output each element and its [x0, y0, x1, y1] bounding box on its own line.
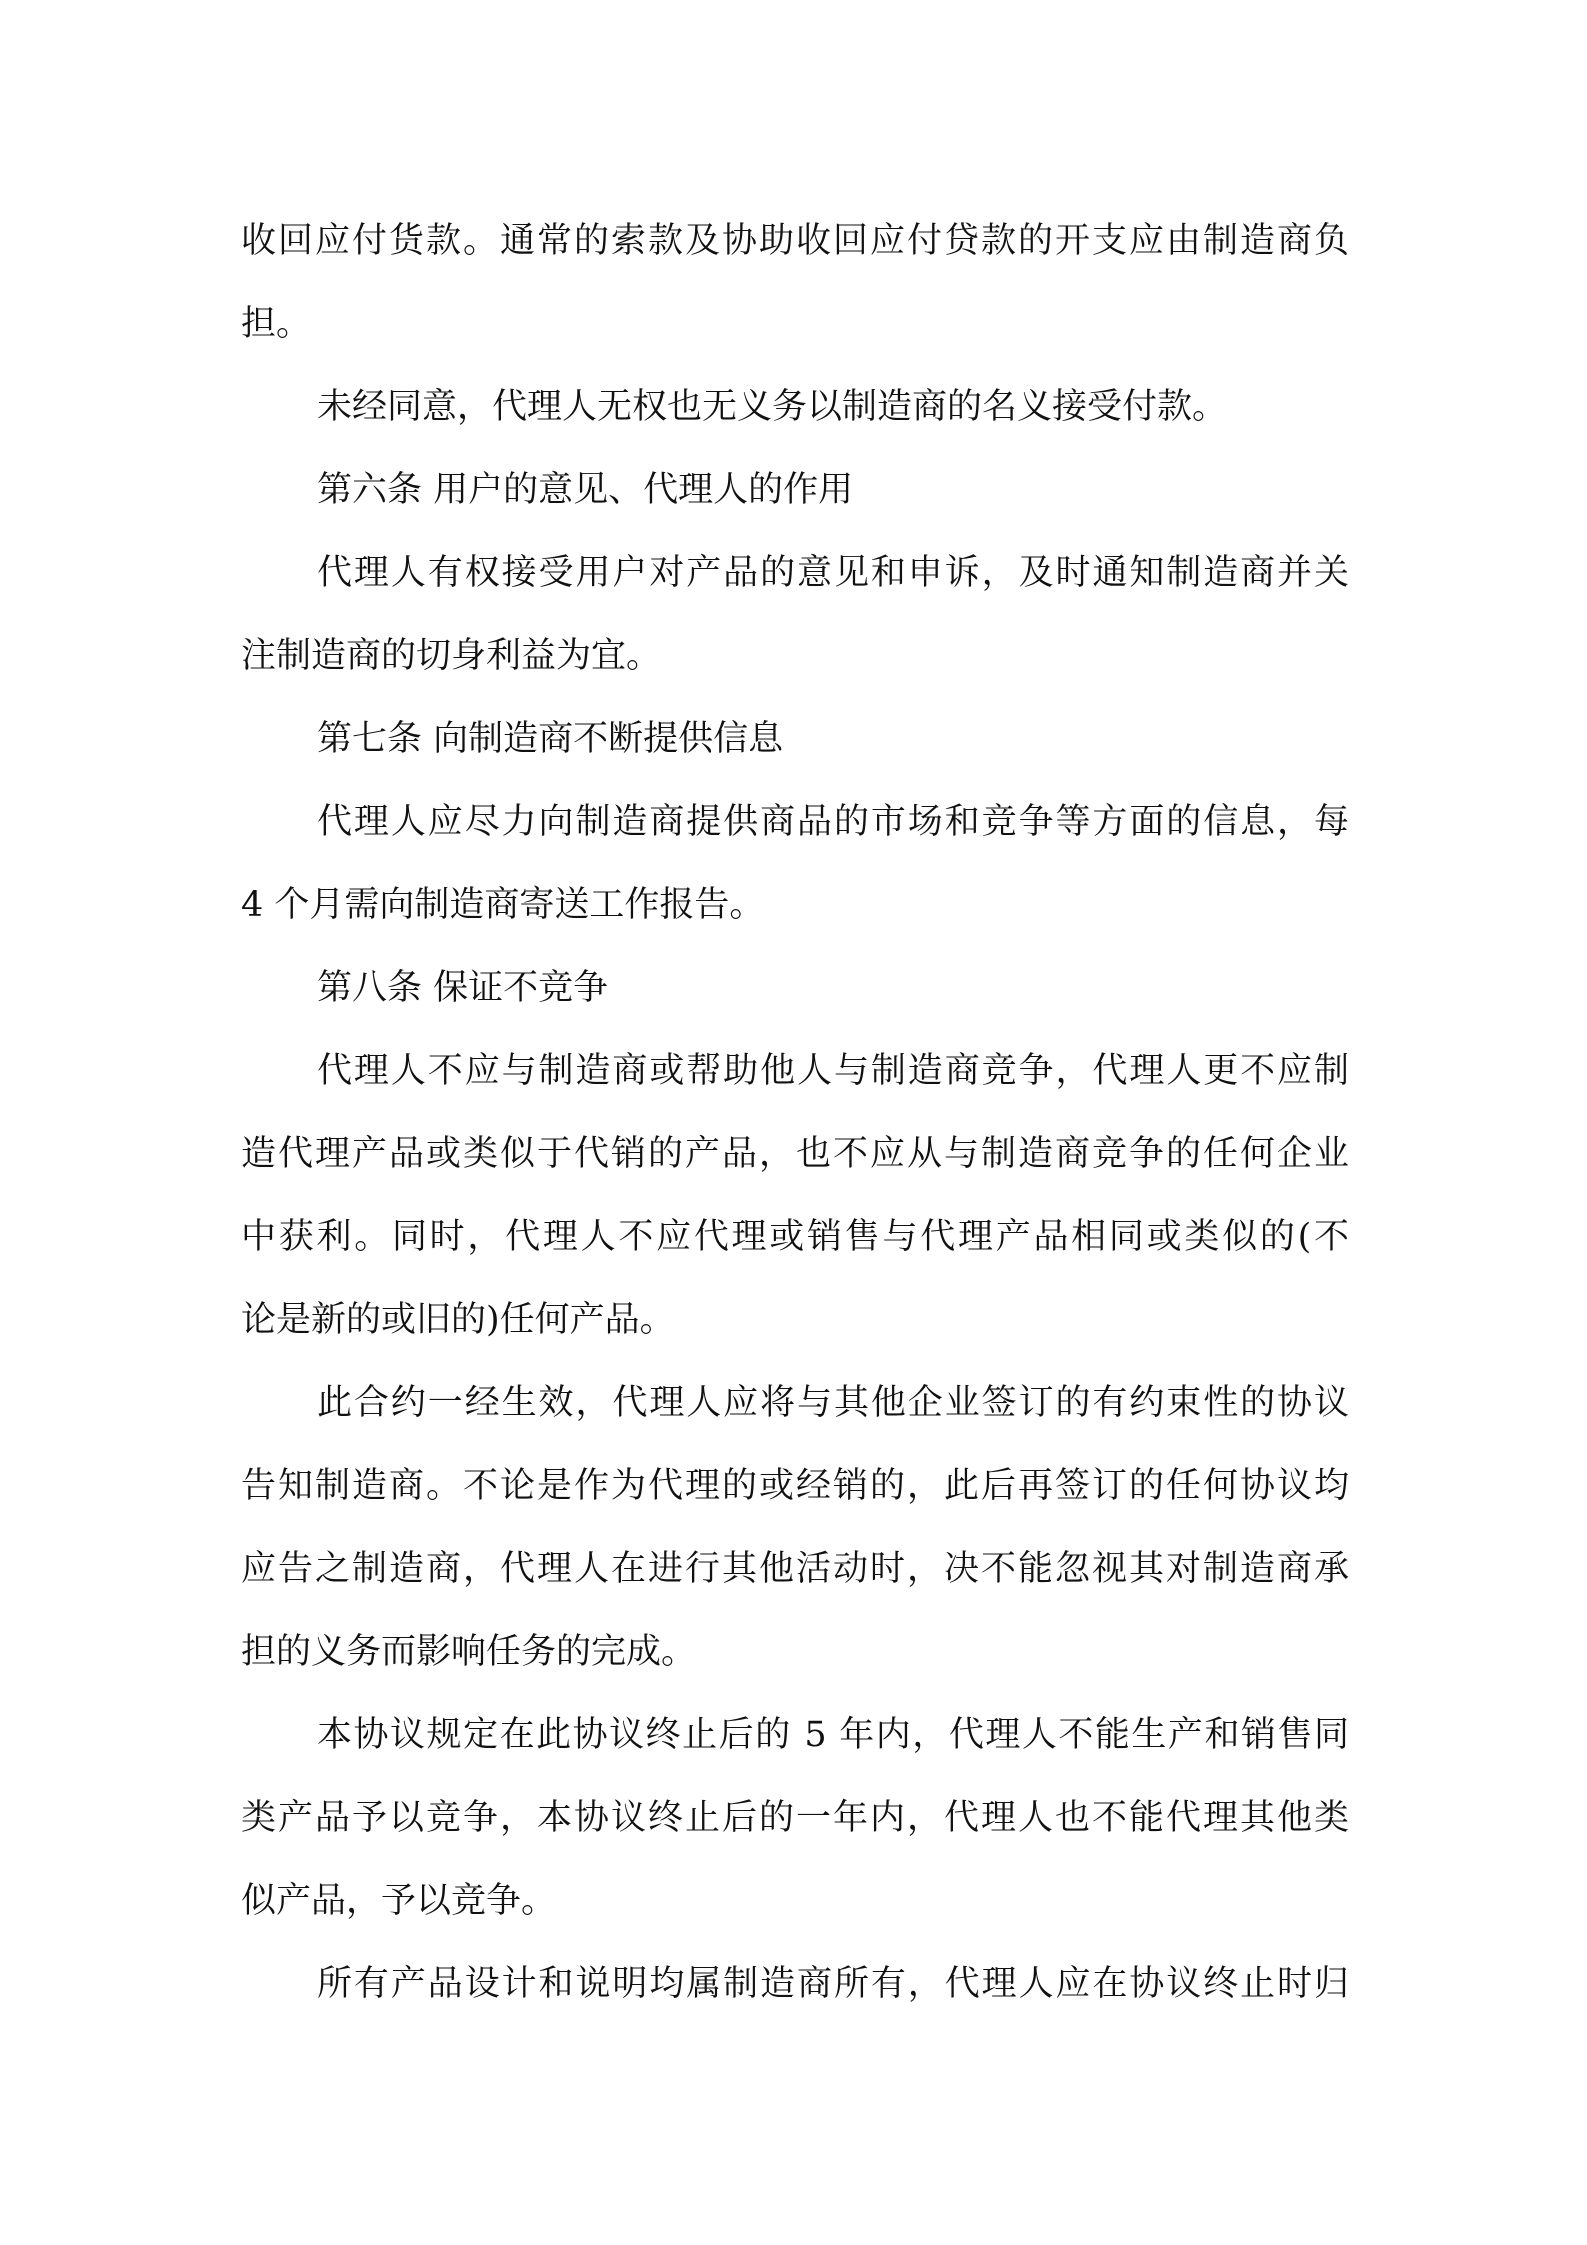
paragraph-line: 此合约一经生效，代理人应将与其他企业签订的有约束性的协议: [317, 1383, 1349, 1423]
paragraph-line: 代理人应尽力向制造商提供商品的市场和竞争等方面的信息，每: [317, 802, 1349, 842]
document-body: [241, 200, 1349, 2026]
paragraph-line: 收回应付货款。通常的索款及协助收回应付贷款的开支应由制造商负: [241, 221, 1349, 261]
section-heading: 第八条 保证不竞争: [317, 968, 609, 1008]
paragraph-line: 论是新的或旧的)任何产品。: [241, 1300, 675, 1340]
paragraph-line: 造代理产品或类似于代销的产品，也不应从与制造商竞争的任何企业: [241, 1134, 1349, 1174]
paragraph-line: 中获利。同时，代理人不应代理或销售与代理产品相同或类似的(不: [241, 1217, 1349, 1257]
section-heading: 第六条 用户的意见、代理人的作用: [317, 470, 854, 510]
paragraph-line: 类产品予以竞争，本协议终止后的一年内，代理人也不能代理其他类: [241, 1798, 1349, 1838]
section-heading: 第七条 向制造商不断提供信息: [317, 719, 784, 759]
paragraph-line: 注制造商的切身利益为宜。: [241, 636, 662, 676]
paragraph-line: 应告之制造商，代理人在进行其他活动时，决不能忽视其对制造商承: [241, 1549, 1349, 1589]
paragraph-line: 告知制造商。不论是作为代理的或经销的，此后再签订的任何协议均: [241, 1466, 1349, 1506]
paragraph-line: 似产品，予以竞争。: [241, 1881, 557, 1921]
paragraph-line: 代理人不应与制造商或帮助他人与制造商竞争，代理人更不应制: [317, 1051, 1349, 1091]
paragraph-line: 本协议规定在此协议终止后的 5 年内，代理人不能生产和销售同: [317, 1715, 1349, 1755]
paragraph-line: 担的义务而影响任务的完成。: [241, 1632, 697, 1672]
paragraph-line: 所有产品设计和说明均属制造商所有，代理人应在协议终止时归: [317, 1964, 1349, 2004]
paragraph-line: 未经同意，代理人无权也无义务以制造商的名义接受付款。: [317, 387, 1228, 427]
paragraph-line: 代理人有权接受用户对产品的意见和申诉，及时通知制造商并关: [317, 553, 1349, 593]
paragraph-line: 4 个月需向制造商寄送工作报告。: [241, 885, 765, 925]
paragraph-line: 担。: [241, 304, 312, 344]
